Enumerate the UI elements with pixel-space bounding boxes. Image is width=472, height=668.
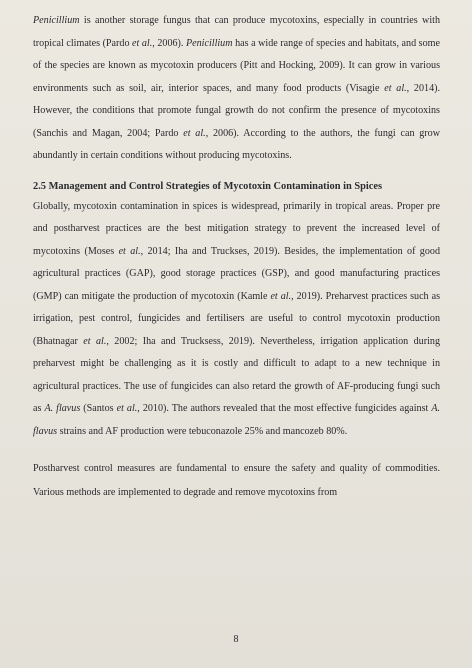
page-number: 8 — [233, 634, 239, 645]
paragraph-text: , 2006). — [152, 37, 186, 49]
term-et-al: et al. — [270, 290, 292, 302]
paragraph-text: , 2019). Preharvest practices such as irrigation, pest control, fungicides and fertilisers are useful to control mycotoxin production (Bhatnagar — [33, 290, 440, 347]
term-a-flavus: A. flavus — [44, 403, 81, 414]
paragraph-text: , 2014; Iha and Truckses, 2019). Besides, the implementation of good agricultural practices (GAP), good storage practices (GSP), and good manufacturing practices (GMP) can mitigate the production of mycotoxin (Kamle — [33, 245, 440, 302]
paragraph-management — [33, 196, 440, 444]
paragraph-penicillium — [33, 10, 440, 168]
term-et-al: et al. — [83, 335, 107, 347]
term-et-al: et al. — [116, 403, 138, 414]
paragraph-text: Globally, mycotoxin contamination in spices is widespread, primarily in tropical areas. Proper pre and postharvest practices are the best mitigation strategy to prevent the increased level of mycotoxins (Moses — [33, 200, 440, 257]
paragraph-text: , 2014). However, the conditions that promote fungal growth do not confirm the presence of mycotoxins (Sanchis and Magan, 2004; Pardo — [33, 82, 441, 139]
term-penicillium: Penicillium — [33, 15, 80, 26]
term-et-al: et al. — [118, 245, 141, 257]
paragraph-text: is another storage fungus that can produce mycotoxins, especially in countries with tropical climates (Pardo — [33, 15, 440, 49]
term-a-flavus: A. flavus — [33, 403, 441, 437]
paragraph-text: , 2010). The authors revealed that the most effective fungicides against — [137, 403, 432, 414]
term-et-al: et al. — [183, 127, 206, 139]
paragraph-text: , 2006). According to the authors, the fungi can grow abundantly in certain conditions without producing mycotoxins. — [33, 127, 441, 161]
paragraph-text: has a wide range of species and habitats, and some of the species are known as mycotoxin producers (Pitt and Hocking, 2009). It can grow in various environments such as soil, air, interior spaces, and many food products (Visagie — [33, 37, 440, 94]
paragraph-text: , 2002; Iha and Trucksess, 2019). Nevertheless, irrigation application during preharvest might be challenging as it is costly and difficult to adapt to a new technique in agricultural practices. The use of fungicides can also retard the growth of AF-producing fungi such as — [33, 335, 440, 414]
term-penicillium: Penicillium — [185, 37, 233, 49]
term-et-al: et al. — [384, 82, 407, 94]
paragraph-text: strains and AF production were tebuconazole 25% and mancozeb 80%. — [57, 425, 348, 437]
term-et-al: et al. — [132, 37, 153, 49]
paragraph-text: (Santos — [80, 403, 117, 414]
section-heading: 2.5 Management and Control Strategies of Mycotoxin Contamination in Spices — [33, 180, 383, 192]
paragraph-postharvest: Postharvest control measures are fundamental to ensure the safety and quality of commodities. Various methods are implemented to degrade and remove mycotoxins from — [33, 463, 440, 498]
